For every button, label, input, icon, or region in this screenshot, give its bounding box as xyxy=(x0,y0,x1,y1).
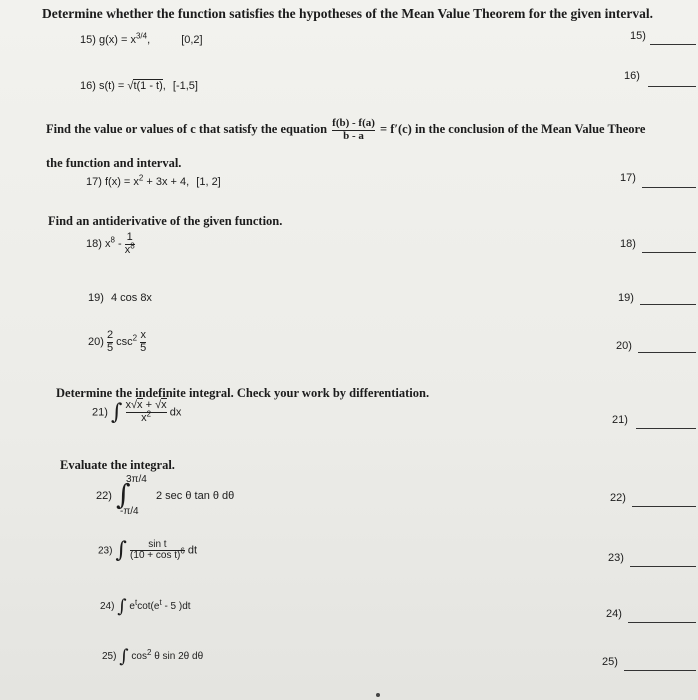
problem-25-cos: cos xyxy=(131,651,147,663)
problem-20 xyxy=(88,330,146,354)
problem-15-interval: [0,2] xyxy=(181,34,203,46)
problem-16-interval: [-1,5] xyxy=(172,80,198,92)
problem-20-arg-denominator: 5 xyxy=(140,341,147,354)
c-value-heading-a: Find the value or values of c that satisfy the equation xyxy=(46,121,328,136)
integral-icon: ∫ xyxy=(110,400,123,425)
problem-17-interval: [1, 2] xyxy=(196,176,221,188)
page-mark xyxy=(376,693,380,697)
problem-24-end: - 5 )dt xyxy=(161,601,191,613)
problem-22-integrand: 2 sec θ tan θ dθ xyxy=(156,490,235,502)
answer-23-line[interactable] xyxy=(630,566,696,567)
sqrt-icon: √ xyxy=(131,399,138,412)
answer-19-label: 19) xyxy=(618,292,634,304)
answer-24-label: 24) xyxy=(606,608,622,620)
problem-22-number: 22) xyxy=(96,490,112,502)
c-value-heading-continued: the function and interval. xyxy=(46,156,182,170)
problem-24 xyxy=(100,596,191,617)
mvt-quotient xyxy=(332,118,375,142)
mvt-quotient-denominator: b - a xyxy=(332,130,375,143)
problem-21-dx: dx xyxy=(169,406,182,419)
problem-21-fraction xyxy=(126,400,167,424)
problem-24-e: e xyxy=(129,601,135,613)
antiderivative-heading: Find an antiderivative of the given function. xyxy=(48,214,283,228)
problem-18-minus: - xyxy=(114,237,125,250)
answer-16-line[interactable] xyxy=(648,86,696,87)
problem-16 xyxy=(80,80,198,92)
answer-20-line[interactable] xyxy=(638,352,696,353)
problem-16-function: s(t) = xyxy=(98,80,128,92)
answer-25-line[interactable] xyxy=(624,670,696,671)
answer-15-line[interactable] xyxy=(650,44,696,45)
problem-18-denominator xyxy=(124,240,135,257)
problem-23-dt: dt xyxy=(187,544,198,557)
problem-15-function: g(x) = x xyxy=(98,34,136,46)
problem-20-argument xyxy=(140,330,146,354)
problem-20-number: 20) xyxy=(88,335,104,348)
problem-18-number: 18) xyxy=(86,237,102,250)
answer-16-label: 16) xyxy=(624,70,640,82)
problem-18-base: x xyxy=(104,237,111,250)
answer-20-label: 20) xyxy=(616,340,632,352)
problem-15-comma: , xyxy=(147,34,151,46)
c-value-heading-b: = f′(c) in the conclusion of the Mean Value Theore xyxy=(380,121,646,136)
answer-22-label: 22) xyxy=(610,492,626,504)
mvt-heading: Determine whether the function satisfies the hypotheses of the Mean Value Theorem for the given interval. xyxy=(42,6,653,21)
problem-21-plus: + xyxy=(142,399,156,412)
problem-15 xyxy=(80,31,203,46)
problem-25-cos-exponent: 2 xyxy=(146,647,152,657)
answer-23-label: 23) xyxy=(608,552,624,564)
problem-16-radicand: t(1 - t) xyxy=(133,80,163,92)
problem-17-exponent: 2 xyxy=(138,173,144,183)
evaluate-heading: Evaluate the integral. xyxy=(60,458,175,472)
problem-19 xyxy=(88,292,152,304)
problem-20-arg-numerator: x xyxy=(140,329,146,341)
problem-18-fraction xyxy=(125,232,135,256)
problem-25 xyxy=(102,646,203,667)
answer-17-line[interactable] xyxy=(642,187,696,188)
problem-15-exponent: 3/4 xyxy=(135,31,148,41)
problem-21-den-base: x xyxy=(141,412,147,424)
problem-24-inner-exponent: t xyxy=(159,597,162,607)
problem-21-den-exponent: 2 xyxy=(146,409,152,419)
problem-21-denominator xyxy=(126,409,167,425)
problem-21-radicand-1: x xyxy=(137,399,143,412)
problem-20-csc-exponent: 2 xyxy=(132,333,138,343)
problem-24-e-exponent: t xyxy=(134,597,138,607)
problem-18-den-base: x xyxy=(124,243,131,256)
problem-21-num-x: x xyxy=(125,399,131,412)
answer-18-label: 18) xyxy=(620,238,636,250)
answer-17-label: 17) xyxy=(620,172,636,184)
problem-23 xyxy=(98,538,197,563)
sqrt-icon: √ xyxy=(155,399,162,412)
problem-18-numerator: 1 xyxy=(126,231,133,243)
problem-23-den-base: (10 + cos t) xyxy=(130,550,181,561)
problem-17-number: 17) xyxy=(86,176,102,188)
integral-icon: ∫ xyxy=(116,478,131,511)
problem-23-fraction xyxy=(130,540,185,562)
problem-20-coef-denominator: 5 xyxy=(106,341,114,354)
problem-25-number: 25) xyxy=(102,651,117,663)
problem-20-csc: csc xyxy=(116,335,133,348)
integral-icon: ∫ xyxy=(115,538,127,563)
problem-16-number: 16) xyxy=(80,80,96,92)
problem-22-lower-limit: -π/4 xyxy=(120,506,139,517)
problem-25-rest: θ sin 2θ dθ xyxy=(151,651,204,663)
problem-18-den-exponent: 8 xyxy=(130,240,135,250)
problem-21-radicand-2: x xyxy=(161,399,167,412)
sqrt-icon: √ xyxy=(127,80,134,92)
problem-19-number: 19) xyxy=(88,292,104,304)
answer-24-line[interactable] xyxy=(628,622,696,623)
mvt-quotient-numerator: f(b) - f(a) xyxy=(332,117,375,129)
problem-19-function: 4 cos 8x xyxy=(110,292,152,304)
answer-18-line[interactable] xyxy=(642,252,696,253)
answer-15-label: 15) xyxy=(630,30,646,42)
problem-15-number: 15) xyxy=(80,34,96,46)
problem-17-function-b: + 3x + 4, xyxy=(143,176,190,188)
problem-23-denominator xyxy=(130,546,185,562)
problem-16-comma: , xyxy=(162,80,166,92)
problem-21-number: 21) xyxy=(92,406,108,419)
problem-23-numerator: sin t xyxy=(148,538,167,550)
problem-23-den-exponent: 6 xyxy=(180,546,185,556)
problem-24-cot: cot(e xyxy=(137,601,160,613)
problem-17-function-a: f(x) = x xyxy=(104,176,139,188)
integral-icon: ∫ xyxy=(119,646,129,667)
problem-20-coefficient xyxy=(107,330,113,354)
answer-22-line[interactable] xyxy=(632,506,696,507)
problem-24-number: 24) xyxy=(100,601,115,613)
answer-21-line[interactable] xyxy=(636,428,696,429)
c-value-heading xyxy=(46,118,645,142)
answer-25-label: 25) xyxy=(602,656,618,668)
answer-21-label: 21) xyxy=(612,414,628,426)
problem-18 xyxy=(86,232,135,256)
problem-17 xyxy=(86,173,221,188)
integral-icon: ∫ xyxy=(117,596,127,617)
problem-18-exponent: 8 xyxy=(110,235,115,245)
problem-21 xyxy=(92,400,181,425)
problem-23-number: 23) xyxy=(98,545,113,557)
indefinite-heading: Determine the indefinite integral. Check your work by differentiation. xyxy=(56,386,430,400)
problem-20-coef-numerator: 2 xyxy=(106,329,114,341)
problem-22-upper-limit: 3π/4 xyxy=(126,474,147,485)
answer-19-line[interactable] xyxy=(640,304,696,305)
